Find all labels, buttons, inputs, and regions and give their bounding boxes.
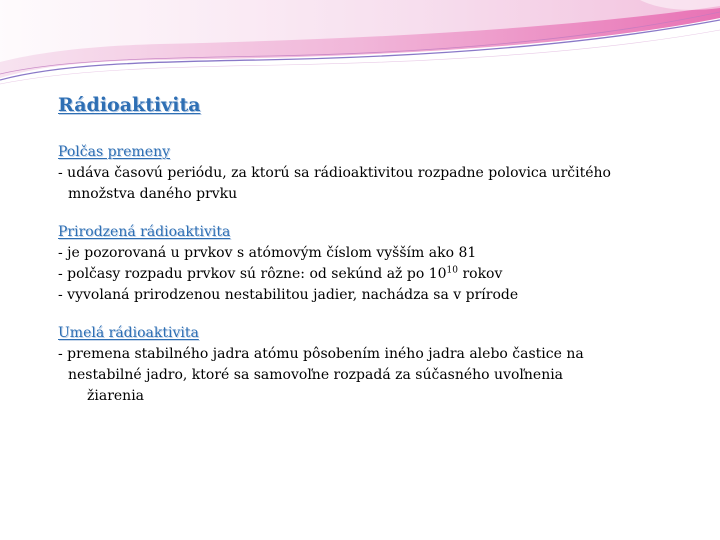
body-line: - udáva časovú periódu, za ktorú sa rádioaktivitou rozpadne polovica určitého [58,165,611,181]
exponent: 10 [446,265,458,276]
body-line: - premena stabilného jadra atómu pôsobením iného jadra alebo častice na [58,346,584,362]
body-line: žiarenia [87,388,145,404]
section-prirodzena-radioaktivita [58,222,698,306]
body-line: množstva daného prvku [68,186,238,202]
body-line-text: - polčasy rozpadu prvkov sú rôzne: od sekúnd až po 10 [58,266,447,282]
section-heading: Polčas premeny [58,144,171,160]
section-polcas-premeny [58,142,698,205]
decorative-header-banner [0,0,720,90]
section-umela-radioaktivita [58,323,698,407]
slide-content [58,92,698,407]
body-line-with-exponent [58,264,698,285]
body-line-text: rokov [458,266,503,282]
body-line: - vyvolaná prirodzenou nestabilitou jadier, nachádza sa v prírode [58,287,519,303]
body-line: - je pozorovaná u prvkov s atómovým číslom vyšším ako 81 [58,245,477,261]
section-heading: Prirodzená rádioaktivita [58,224,231,240]
page-title: Rádioaktivita [58,94,201,116]
body-line: nestabilné jadro, ktoré sa samovoľne rozpadá za súčasného uvoľnenia [68,367,564,383]
section-heading: Umelá rádioaktivita [58,325,199,341]
